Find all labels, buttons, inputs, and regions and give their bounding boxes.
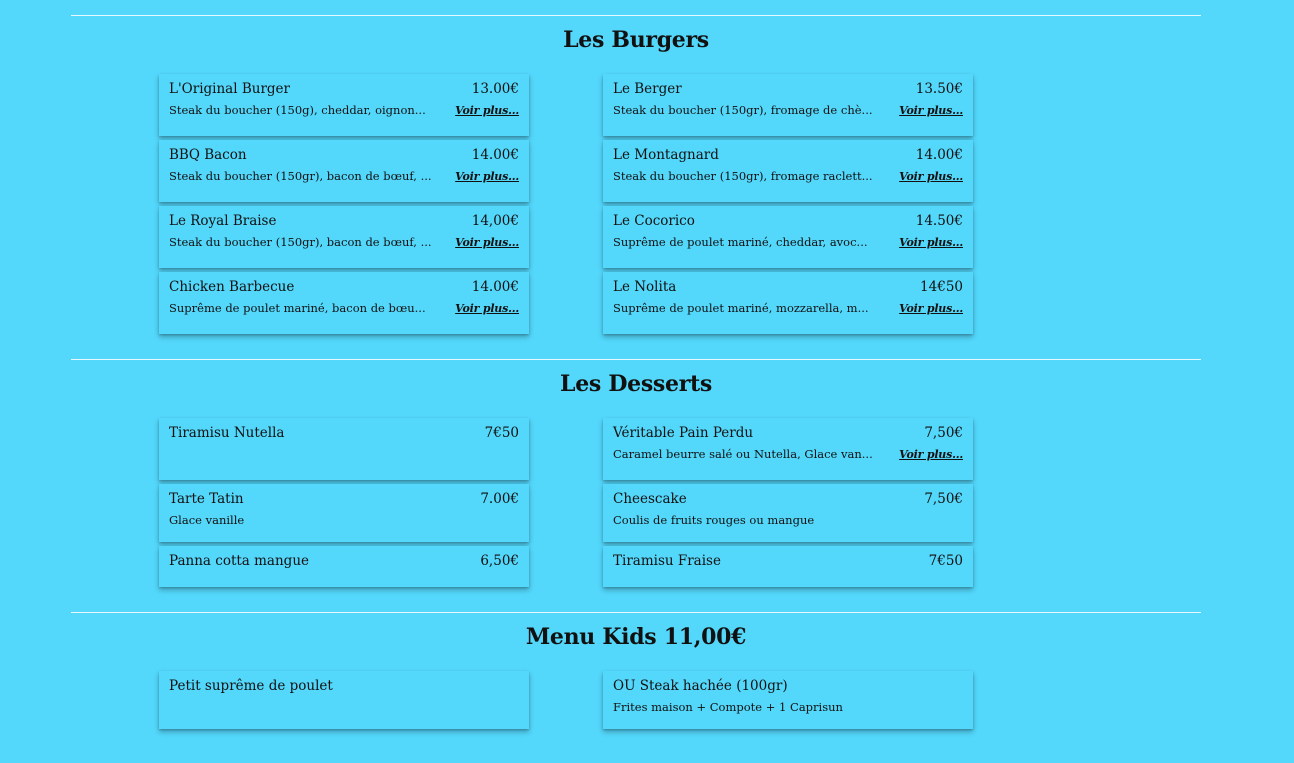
section-menu-kids (71, 612, 1201, 649)
item-price: 14,00€ (471, 213, 519, 229)
item-name: Le Cocorico (613, 213, 695, 229)
item-price: 7,50€ (924, 491, 963, 507)
see-more-link[interactable]: Voir plus... (899, 448, 963, 461)
menu-item-card[interactable] (603, 74, 973, 136)
item-description: Steak du boucher (150g), cheddar, oignon... (169, 103, 426, 117)
item-name: Le Nolita (613, 279, 677, 295)
section-desserts (71, 359, 1201, 396)
item-name: Petit suprême de poulet (169, 678, 333, 694)
item-name: Tiramisu Fraise (613, 553, 721, 569)
burgers-left-column (159, 74, 529, 338)
menu-item-card[interactable] (603, 546, 973, 587)
item-description: Coulis de fruits rouges ou mangue (613, 513, 815, 527)
item-description: Steak du boucher (150gr), fromage de chè... (613, 103, 873, 117)
item-price: 7,50€ (924, 425, 963, 441)
menu-item-card[interactable] (159, 272, 529, 334)
menu-item-card[interactable] (159, 74, 529, 136)
item-name: Le Berger (613, 81, 682, 97)
item-description: Suprême de poulet mariné, cheddar, avoc... (613, 235, 868, 249)
desserts-left-column (159, 418, 529, 591)
menu-item-card[interactable] (603, 206, 973, 268)
item-price: 14.00€ (915, 147, 963, 163)
menu-item-card[interactable] (159, 671, 529, 729)
item-name: OU Steak hachée (100gr) (613, 678, 788, 694)
see-more-link[interactable]: Voir plus... (455, 236, 519, 249)
item-name: Chicken Barbecue (169, 279, 295, 295)
burgers-right-column (603, 74, 973, 338)
item-name: Le Montagnard (613, 147, 719, 163)
see-more-link[interactable]: Voir plus... (455, 302, 519, 315)
see-more-link[interactable]: Voir plus... (899, 170, 963, 183)
item-price: 14€50 (920, 279, 963, 295)
item-name: Tiramisu Nutella (169, 425, 285, 441)
item-name: Panna cotta mangue (169, 553, 310, 569)
see-more-link[interactable]: Voir plus... (899, 302, 963, 315)
menu-item-card[interactable] (159, 484, 529, 542)
item-price: 13.00€ (471, 81, 519, 97)
item-price: 6,50€ (480, 553, 519, 569)
item-name: Cheescake (613, 491, 687, 507)
menu-item-card[interactable] (603, 484, 973, 542)
item-name: Véritable Pain Perdu (613, 425, 754, 441)
item-description: Steak du boucher (150gr), bacon de bœuf, ... (169, 169, 432, 183)
kids-left-column (159, 671, 529, 733)
menu-item-card[interactable] (159, 546, 529, 587)
item-price: 7€50 (484, 425, 519, 441)
menu-item-card[interactable] (159, 206, 529, 268)
menu-item-card[interactable] (603, 671, 973, 729)
menu-item-card[interactable] (159, 140, 529, 202)
item-name: L'Original Burger (169, 81, 290, 97)
item-description: Steak du boucher (150gr), fromage raclett... (613, 169, 873, 183)
menu-item-card[interactable] (159, 418, 529, 480)
item-price: 14.50€ (915, 213, 963, 229)
item-description: Suprême de poulet mariné, mozzarella, m... (613, 301, 869, 315)
item-price: 14.00€ (471, 147, 519, 163)
item-price: 7€50 (928, 553, 963, 569)
kids-right-column (603, 671, 973, 733)
item-description: Steak du boucher (150gr), bacon de bœuf, ... (169, 235, 432, 249)
menu-item-card[interactable] (603, 272, 973, 334)
item-description: Frites maison + Compote + 1 Caprisun (613, 700, 843, 714)
menu-item-card[interactable] (603, 140, 973, 202)
see-more-link[interactable]: Voir plus... (455, 104, 519, 117)
menu-item-card[interactable] (603, 418, 973, 480)
item-name: BBQ Bacon (169, 147, 247, 163)
see-more-link[interactable]: Voir plus... (455, 170, 519, 183)
see-more-link[interactable]: Voir plus... (899, 236, 963, 249)
item-price: 7.00€ (480, 491, 519, 507)
item-price: 14.00€ (471, 279, 519, 295)
section-title: Menu Kids 11,00€ (525, 624, 747, 650)
item-description: Glace vanille (169, 513, 245, 527)
item-price: 13.50€ (915, 81, 963, 97)
section-burgers (71, 15, 1201, 52)
item-description: Caramel beurre salé ou Nutella, Glace van... (613, 447, 873, 461)
item-description: Suprême de poulet mariné, bacon de bœu... (169, 301, 426, 315)
desserts-right-column (603, 418, 973, 591)
item-name: Tarte Tatin (169, 491, 244, 507)
section-title: Les Burgers (563, 27, 709, 53)
section-title: Les Desserts (560, 371, 712, 397)
item-name: Le Royal Braise (169, 213, 277, 229)
see-more-link[interactable]: Voir plus... (899, 104, 963, 117)
